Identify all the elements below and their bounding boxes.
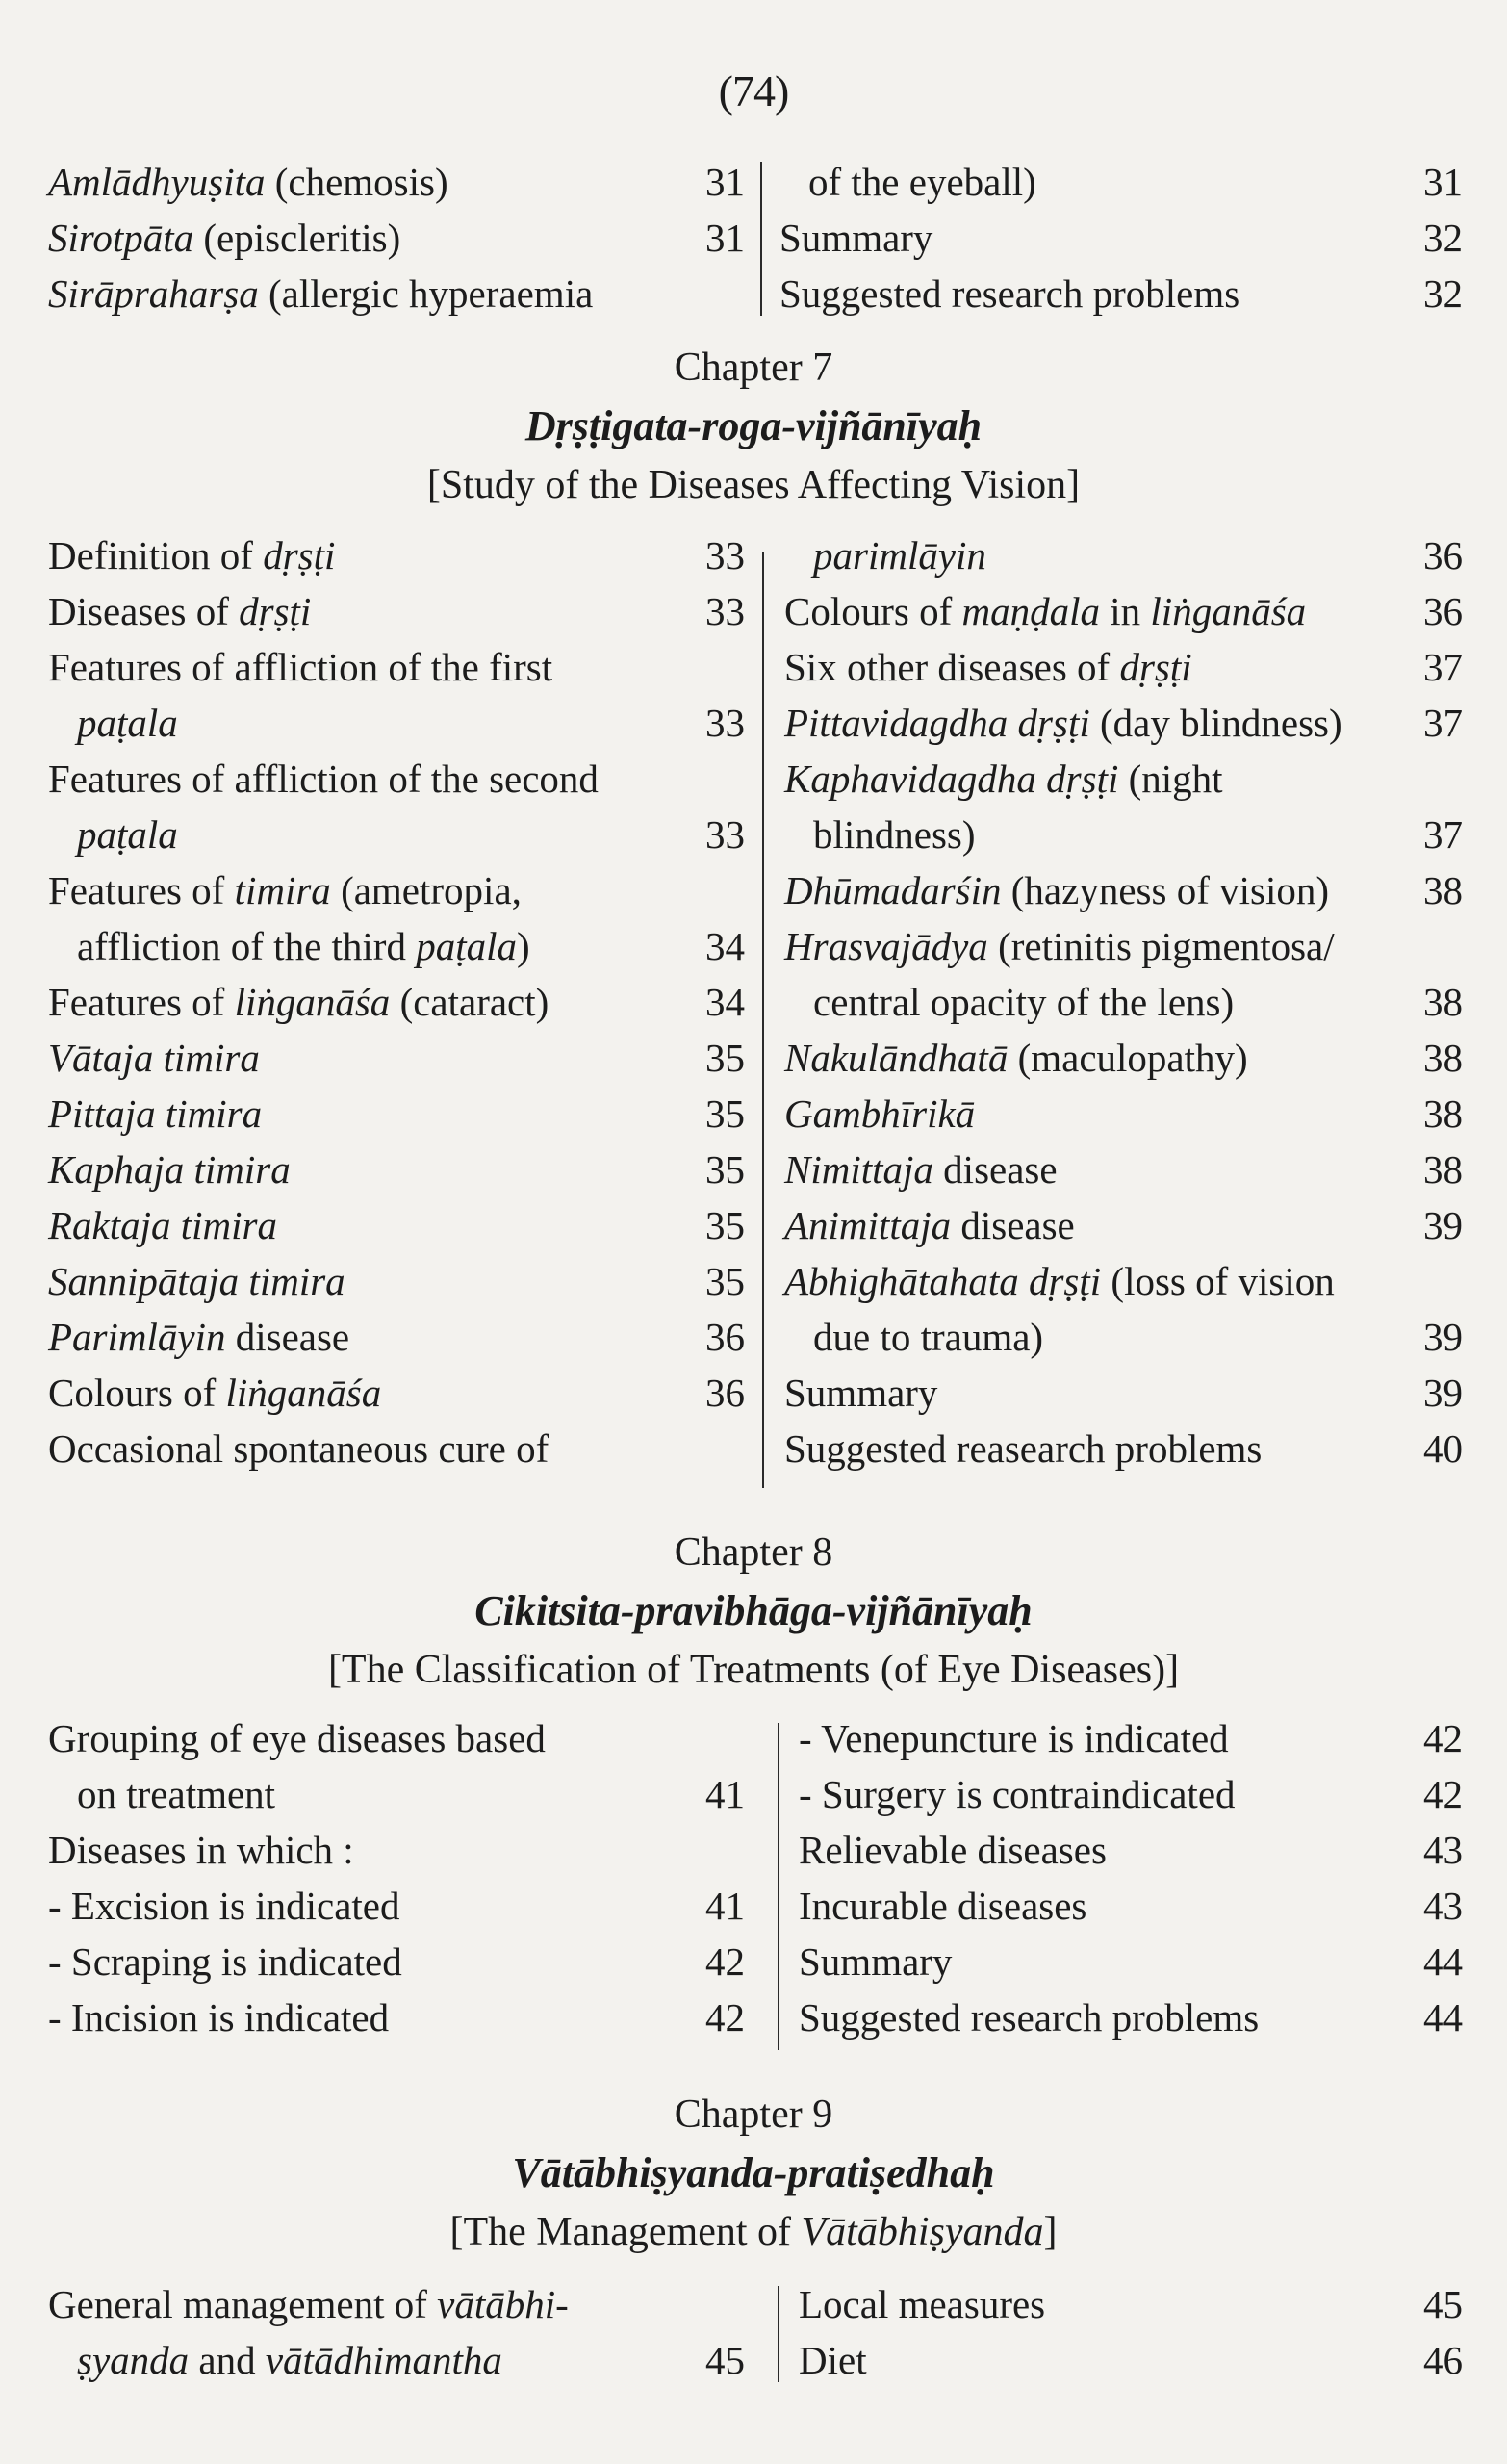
chapter-subtitle [0, 2203, 1507, 2261]
entry-text: Hrasvajādya [784, 924, 988, 968]
toc-entry[interactable] [48, 583, 745, 639]
page-ref: 35 [705, 1091, 745, 1136]
entry-text-cont: (ametropia, [330, 868, 522, 912]
page-ref: 45 [1423, 2282, 1463, 2326]
entry-text-cont: (hazyness of vision) [1001, 868, 1329, 912]
entry-text-cont: paṭala [416, 924, 518, 968]
entry-text: Features of affliction of the second [48, 757, 599, 801]
page-ref: 37 [1423, 812, 1463, 857]
chapter-subtitle-text: [The Management of [449, 2210, 802, 2254]
toc-entry[interactable] [48, 807, 745, 862]
entry-text: Nakulāndhatā [784, 1036, 1009, 1080]
entry-text: Sirāpraharṣa [48, 271, 259, 316]
page-ref: 35 [705, 1203, 745, 1247]
page-ref: 38 [1423, 1036, 1463, 1080]
entry-text-cont: in [1100, 589, 1151, 633]
entry-title [799, 2332, 867, 2388]
page-ref: 38 [1423, 1091, 1463, 1136]
entry-text-cont: (night [1118, 757, 1223, 801]
entry-text-cont: (maculopathy) [1008, 1036, 1248, 1080]
entry-title [784, 918, 1335, 974]
column-divider [760, 162, 762, 316]
entry-text: paṭala [77, 701, 178, 745]
entry-title [784, 1197, 1075, 1253]
entry-text: paṭala [77, 812, 178, 857]
entry-title [48, 154, 448, 210]
entry-title [48, 2276, 569, 2332]
toc-entry[interactable] [48, 918, 745, 974]
entry-text-cont: dṛṣṭi [263, 533, 336, 578]
entry-text-cont: disease [932, 1147, 1058, 1192]
page-ref: 44 [1423, 1995, 1463, 2040]
toc-entry[interactable] [799, 2276, 1463, 2332]
page-ref: 31 [705, 216, 745, 260]
toc-column-right [799, 2276, 1463, 2388]
entry-text-cont: vātābhi- [437, 2282, 569, 2326]
page-ref: 40 [1423, 1426, 1463, 1471]
toc-entry[interactable] [799, 1822, 1463, 1878]
entry-text-cont: disease [951, 1203, 1075, 1247]
page-ref: 33 [705, 533, 745, 578]
entry-title [48, 527, 335, 583]
entry-text: Six other diseases of [784, 645, 1120, 689]
entry-text-cont: dṛṣṭi [1119, 645, 1192, 689]
entry-title [784, 807, 976, 862]
entry-title [48, 751, 599, 807]
entry-text: Features of affliction of the first [48, 645, 553, 689]
page-number: (74) [718, 66, 789, 116]
chapter-heading [0, 339, 1507, 514]
entry-text-cont: disease [225, 1315, 350, 1359]
column-divider [778, 2286, 779, 2382]
toc-entry[interactable] [784, 918, 1463, 974]
page-ref: 35 [705, 1147, 745, 1192]
entry-text-cont: liṅganāśa [225, 1371, 382, 1415]
toc-entry[interactable] [784, 1197, 1463, 1253]
entry-text-cont: (loss of vision [1101, 1259, 1335, 1303]
page-ref: 38 [1423, 1147, 1463, 1192]
entry-title [48, 807, 178, 862]
toc-entry[interactable] [784, 807, 1463, 862]
entry-title [48, 1822, 354, 1878]
entry-text-cont: liṅganāśa [234, 980, 391, 1024]
toc-entry[interactable] [48, 1253, 745, 1309]
entry-text: Sannipātaja timira [48, 1259, 345, 1303]
page-ref: 42 [705, 1939, 745, 1984]
entry-text: Pittaja timira [48, 1091, 263, 1136]
entry-text: - Incision is indicated [48, 1995, 390, 2040]
chapter-subtitle-text: ] [1043, 2210, 1058, 2254]
entry-title [48, 695, 178, 751]
entry-text: Parimlāyin [48, 1315, 226, 1359]
entry-text: Pittavidagdha dṛṣṭi [784, 701, 1090, 745]
page-ref: 35 [705, 1036, 745, 1080]
entry-title [799, 1710, 1229, 1766]
entry-title [48, 1197, 277, 1253]
page-ref: 32 [1423, 271, 1463, 316]
toc-entry[interactable] [784, 1142, 1463, 1197]
entry-text: Relievable diseases [799, 1828, 1107, 1872]
entry-text: Raktaja timira [48, 1203, 278, 1247]
entry-text: Amlādhyuṣita [48, 160, 266, 204]
entry-title [784, 974, 1234, 1030]
page-ref: 39 [1423, 1203, 1463, 1247]
entry-title [48, 1365, 381, 1421]
entry-text: parimlāyin [813, 533, 986, 578]
entry-text: Gambhīrikā [784, 1091, 976, 1136]
toc-entry[interactable] [48, 751, 745, 807]
toc-entry[interactable] [48, 862, 745, 918]
toc-entry[interactable] [784, 583, 1463, 639]
entry-text-cont: maṇḍala [961, 589, 1100, 633]
entry-text-cont: vātādhimantha [265, 2338, 502, 2382]
entry-title [48, 639, 552, 695]
toc-entry[interactable] [48, 1365, 745, 1421]
toc-entry[interactable] [48, 1878, 745, 1934]
entry-text: Occasional spontaneous cure of [48, 1426, 549, 1471]
toc-entry[interactable] [48, 1421, 745, 1476]
toc-entry[interactable] [48, 1142, 745, 1197]
entry-text: Kaphaja timira [48, 1147, 291, 1192]
entry-text: Suggested research problems [779, 271, 1240, 316]
entry-text: Local measures [799, 2282, 1046, 2326]
entry-text: affliction of the third [77, 924, 417, 968]
toc-entry[interactable] [784, 862, 1463, 918]
entry-title [784, 583, 1306, 639]
entry-text: of the eyeball) [808, 160, 1036, 204]
entry-title [48, 210, 400, 266]
page-ref: 43 [1423, 1884, 1463, 1928]
page-ref: 39 [1423, 1371, 1463, 1415]
toc-entry[interactable] [784, 1253, 1463, 1309]
chapter-title: Dṛṣṭigata-roga-vijñānīyaḥ [524, 402, 983, 449]
entry-title [784, 1365, 937, 1421]
entry-text: Sirotpāta [48, 216, 194, 260]
entry-text: - Surgery is contraindicated [799, 1772, 1236, 1816]
toc-entry[interactable] [799, 2332, 1463, 2388]
entry-title [784, 862, 1329, 918]
entry-text: - Excision is indicated [48, 1884, 400, 1928]
page-ref: 36 [705, 1315, 745, 1359]
entry-title [48, 2332, 502, 2388]
page-ref: 33 [705, 589, 745, 633]
toc-entry[interactable] [48, 1822, 745, 1878]
page-ref: 43 [1423, 1828, 1463, 1872]
entry-text: due to trauma) [813, 1315, 1044, 1359]
toc-entry[interactable] [779, 154, 1463, 210]
toc-entry[interactable] [784, 639, 1463, 695]
entry-text: - Scraping is indicated [48, 1939, 402, 1984]
entry-text-cont: liṅganāśa [1150, 589, 1307, 633]
entry-text-cont: ) [517, 924, 530, 968]
toc-entry[interactable] [48, 210, 745, 266]
page-ref: 42 [1423, 1716, 1463, 1760]
entry-text-cont: dṛṣṭi [239, 589, 312, 633]
entry-text: Diseases of [48, 589, 240, 633]
page-ref: 42 [705, 1995, 745, 2040]
entry-title [799, 1989, 1259, 2045]
toc-entry[interactable] [799, 1710, 1463, 1766]
entry-text: Vātaja timira [48, 1036, 260, 1080]
toc-column-left [48, 527, 745, 1476]
page-ref: 32 [1423, 216, 1463, 260]
toc-entry[interactable] [784, 1421, 1463, 1476]
toc-entry[interactable] [784, 527, 1463, 583]
page-ref: 37 [1423, 701, 1463, 745]
entry-title [784, 527, 986, 583]
entry-title [784, 1142, 1058, 1197]
toc-entry[interactable] [48, 1766, 745, 1822]
chapter-heading [0, 2086, 1507, 2261]
chapter-heading [0, 1524, 1507, 1699]
toc-entry[interactable] [48, 2276, 745, 2332]
entry-title [48, 583, 311, 639]
entry-text: Diseases in which : [48, 1828, 354, 1872]
entry-title [799, 2276, 1045, 2332]
toc-entry[interactable] [784, 751, 1463, 807]
entry-title [799, 1934, 952, 1989]
entry-text: Definition of [48, 533, 264, 578]
page-ref: 42 [1423, 1772, 1463, 1816]
page-ref: 33 [705, 701, 745, 745]
toc-column-right [784, 527, 1463, 1476]
toc-column-right [799, 1710, 1463, 2045]
toc-entry[interactable] [48, 527, 745, 583]
page-ref: 46 [1423, 2338, 1463, 2382]
entry-title [799, 1822, 1107, 1878]
toc-entry[interactable] [784, 695, 1463, 751]
entry-title [48, 1030, 260, 1086]
entry-title [48, 1989, 389, 2045]
entry-title [48, 1934, 402, 1989]
page-ref: 36 [1423, 533, 1463, 578]
entry-text: Summary [799, 1939, 953, 1984]
entry-text: Incurable diseases [799, 1884, 1087, 1928]
chapter-label: Chapter 8 [674, 1530, 833, 1575]
toc-entry[interactable] [48, 639, 745, 695]
entry-text: Grouping of eye diseases based [48, 1716, 546, 1760]
toc-entry[interactable] [48, 154, 745, 210]
chapter-subtitle [0, 456, 1507, 514]
toc-entry[interactable] [48, 1197, 745, 1253]
entry-title [48, 1142, 291, 1197]
entry-title [48, 1710, 546, 1766]
toc-entry[interactable] [48, 1710, 745, 1766]
toc-column-left [48, 154, 745, 321]
page-ref: 38 [1423, 980, 1463, 1024]
entry-text-cont: (cataract) [390, 980, 549, 1024]
page-ref: 34 [705, 924, 745, 968]
entry-text: Summary [779, 216, 933, 260]
entry-title [784, 639, 1192, 695]
toc-entry[interactable] [784, 1309, 1463, 1365]
entry-title [48, 1766, 275, 1822]
page-ref: 44 [1423, 1939, 1463, 1984]
chapter-subtitle [0, 1641, 1507, 1699]
entry-title [48, 1253, 345, 1309]
entry-title [779, 210, 932, 266]
entry-title [48, 266, 593, 321]
toc-entry[interactable] [784, 1086, 1463, 1142]
entry-title [784, 695, 1342, 751]
entry-text: ṣyanda [77, 2338, 190, 2382]
entry-text: Dhūmadarśin [784, 868, 1002, 912]
entry-text: Nimittaja [784, 1147, 933, 1192]
entry-text: Suggested research problems [799, 1995, 1260, 2040]
entry-text: on treatment [77, 1772, 276, 1816]
entry-title [48, 918, 530, 974]
page-ref: 34 [705, 980, 745, 1024]
entry-text: Colours of [784, 589, 962, 633]
entry-title [779, 154, 1036, 210]
page-ref: 39 [1423, 1315, 1463, 1359]
entry-title [48, 1086, 262, 1142]
toc-entry[interactable] [48, 1934, 745, 1989]
column-divider [778, 1723, 779, 2050]
page-ref: 41 [705, 1772, 745, 1816]
page-ref: 36 [1423, 589, 1463, 633]
entry-text: Animittaja [784, 1203, 952, 1247]
toc-entry[interactable] [784, 1030, 1463, 1086]
entry-title [784, 1421, 1262, 1476]
toc-entry[interactable] [799, 1934, 1463, 1989]
chapter-subtitle-text: [The Classification of Treatments (of Eye Diseases)] [327, 1648, 1180, 1692]
entry-text: Suggested reasearch problems [784, 1426, 1263, 1471]
entry-text-cont: (episcleritis) [193, 216, 401, 260]
entry-title [48, 1878, 400, 1934]
entry-text: Features of [48, 980, 235, 1024]
entry-title [48, 1421, 549, 1476]
entry-title [799, 1766, 1236, 1822]
entry-text: Abhighātahata dṛṣṭi [784, 1259, 1102, 1303]
entry-text: Kaphavidagdha dṛṣṭi [784, 757, 1119, 801]
toc-entry[interactable] [48, 974, 745, 1030]
entry-text: - Venepuncture is indicated [799, 1716, 1229, 1760]
entry-title [784, 1309, 1043, 1365]
toc-column-left [48, 2276, 745, 2388]
entry-text-cont: and [189, 2338, 266, 2382]
entry-title [48, 974, 549, 1030]
toc-entry[interactable] [799, 1989, 1463, 2045]
toc-column-left [48, 1710, 745, 2045]
entry-title [784, 1253, 1335, 1309]
entry-text-cont: (retinitis pigmentosa/ [987, 924, 1335, 968]
toc-entry[interactable] [48, 1030, 745, 1086]
entry-title [784, 1030, 1248, 1086]
toc-entry[interactable] [799, 1878, 1463, 1934]
entry-text: Diet [799, 2338, 867, 2382]
toc-entry[interactable] [48, 1309, 745, 1365]
toc-entry[interactable] [784, 1365, 1463, 1421]
column-divider [762, 552, 764, 1488]
entry-title [779, 266, 1239, 321]
chapter-label: Chapter 9 [674, 2092, 833, 2137]
page-ref: 31 [705, 160, 745, 204]
page-ref: 36 [705, 1371, 745, 1415]
chapter-title: Vātābhiṣyanda-pratiṣedhaḥ [512, 2149, 995, 2196]
toc-column-right [779, 154, 1463, 321]
toc-entry[interactable] [799, 1766, 1463, 1822]
entry-text-cont: timira [234, 868, 331, 912]
chapter-title: Cikitsita-pravibhāga-vijñānīyaḥ [474, 1587, 1033, 1634]
chapter-subtitle-text: Vātābhiṣyanda [801, 2210, 1044, 2254]
entry-text: blindness) [813, 812, 976, 857]
entry-title [48, 1309, 349, 1365]
toc-entry[interactable] [48, 695, 745, 751]
entry-text: Features of [48, 868, 235, 912]
page-ref: 31 [1423, 160, 1463, 204]
page-ref: 38 [1423, 868, 1463, 912]
chapter-subtitle-text: [Study of the Diseases Affecting Vision] [426, 463, 1081, 507]
toc-entry[interactable] [48, 2332, 745, 2388]
toc-entry[interactable] [784, 974, 1463, 1030]
entry-text: central opacity of the lens) [813, 980, 1235, 1024]
toc-entry[interactable] [779, 210, 1463, 266]
toc-entry[interactable] [779, 266, 1463, 321]
entry-text: Colours of [48, 1371, 226, 1415]
entry-title [48, 862, 522, 918]
entry-text-cont: (day blindness) [1089, 701, 1342, 745]
chapter-label: Chapter 7 [674, 346, 833, 390]
toc-entry[interactable] [48, 1086, 745, 1142]
page-ref: 37 [1423, 645, 1463, 689]
page-ref: 41 [705, 1884, 745, 1928]
entry-text-cont: (allergic hyperaemia [258, 271, 594, 316]
entry-title [784, 751, 1223, 807]
toc-entry[interactable] [48, 266, 745, 321]
page-ref: 45 [705, 2338, 745, 2382]
toc-entry[interactable] [48, 1989, 745, 2045]
page-ref: 35 [705, 1259, 745, 1303]
entry-text-cont: (chemosis) [265, 160, 448, 204]
entry-title [784, 1086, 975, 1142]
entry-text: General management of [48, 2282, 438, 2326]
entry-title [799, 1878, 1086, 1934]
page-ref: 33 [705, 812, 745, 857]
entry-text: Summary [784, 1371, 938, 1415]
